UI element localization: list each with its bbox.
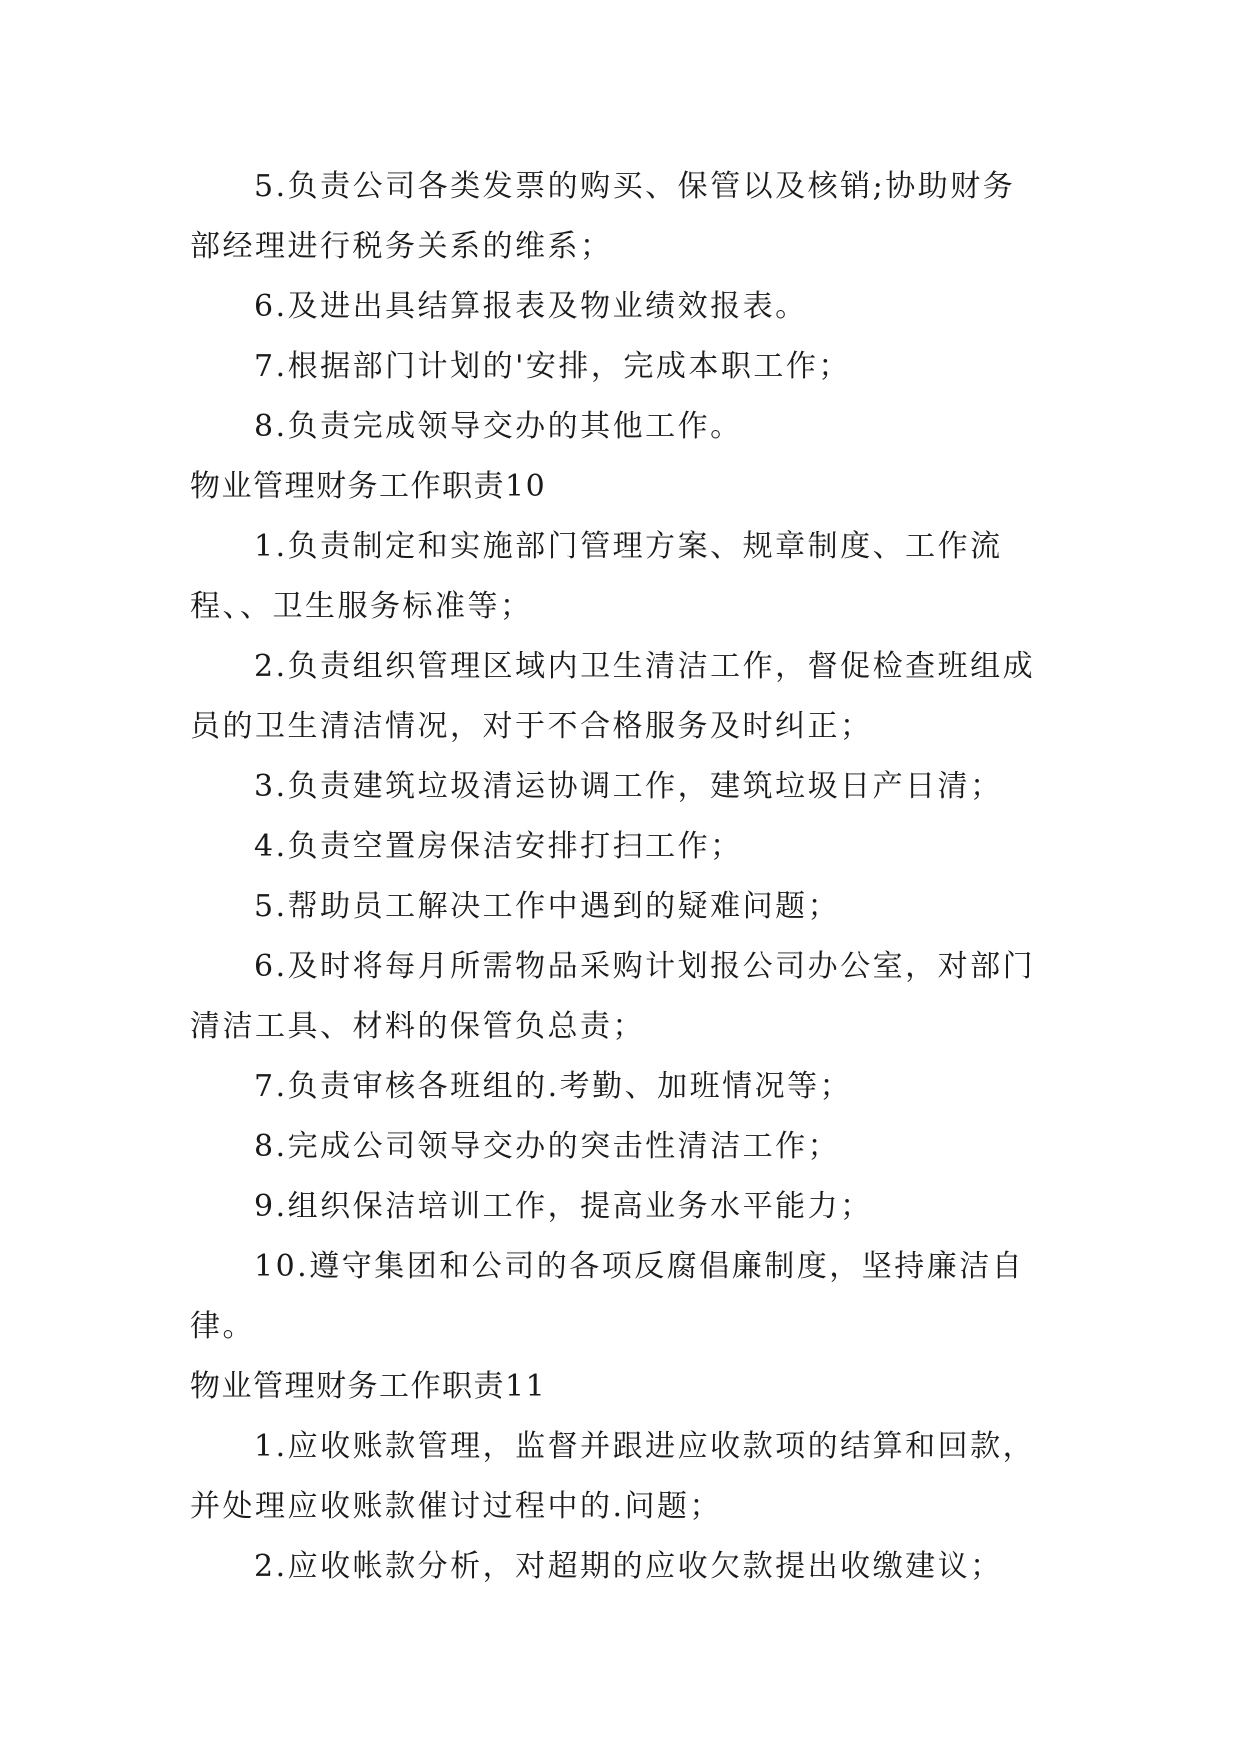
paragraph-line: 2.负责组织管理区域内卫生清洁工作，督促检查班组成 (254, 649, 1036, 684)
paragraph-line: 并处理应收账款催讨过程中的.问题； (190, 1489, 723, 1524)
paragraph-line: 7.负责审核各班组的.考勤、加班情况等； (254, 1069, 853, 1104)
paragraph-line: 5.负责公司各类发票的购买、保管以及核销;协助财务 (254, 169, 1016, 204)
paragraph-line: 2.应收帐款分析，对超期的应收欠款提出收缴建议； (254, 1549, 1003, 1584)
paragraph-line: 8.负责完成领导交办的其他工作。 (254, 409, 743, 444)
section-heading: 物业管理财务工作职责10 (190, 469, 547, 504)
section-heading: 物业管理财务工作职责11 (190, 1369, 547, 1404)
paragraph-line: 律。 (190, 1309, 255, 1344)
paragraph-line: 部经理进行税务关系的维系； (190, 229, 613, 264)
paragraph-line: 1.应收账款管理，监督并跟进应收款项的结算和回款， (254, 1429, 1036, 1464)
paragraph-line: 6.及时将每月所需物品采购计划报公司办公室，对部门 (254, 949, 1036, 984)
paragraph-line: 6.及进出具结算报表及物业绩效报表。 (254, 289, 808, 324)
paragraph-line: 5.帮助员工解决工作中遇到的疑难问题； (254, 889, 841, 924)
paragraph-line: 清洁工具、材料的保管负总责； (190, 1009, 645, 1044)
paragraph-line: 程、、卫生服务标准等； (190, 589, 533, 624)
paragraph-line: 7.根据部门计划的'安排，完成本职工作； (254, 349, 851, 384)
paragraph-line: 8.完成公司领导交办的突击性清洁工作； (254, 1129, 841, 1164)
paragraph-line: 3.负责建筑垃圾清运协调工作，建筑垃圾日产日清； (254, 769, 1003, 804)
paragraph-line: 10.遵守集团和公司的各项反腐倡廉制度，坚持廉洁自 (254, 1249, 1025, 1284)
paragraph-line: 9.组织保洁培训工作，提高业务水平能力； (254, 1189, 873, 1224)
paragraph-line: 4.负责空置房保洁安排打扫工作； (254, 829, 743, 864)
paragraph-line: 员的卫生清洁情况，对于不合格服务及时纠正； (190, 709, 873, 744)
paragraph-line: 1.负责制定和实施部门管理方案、规章制度、工作流 (254, 529, 1003, 564)
